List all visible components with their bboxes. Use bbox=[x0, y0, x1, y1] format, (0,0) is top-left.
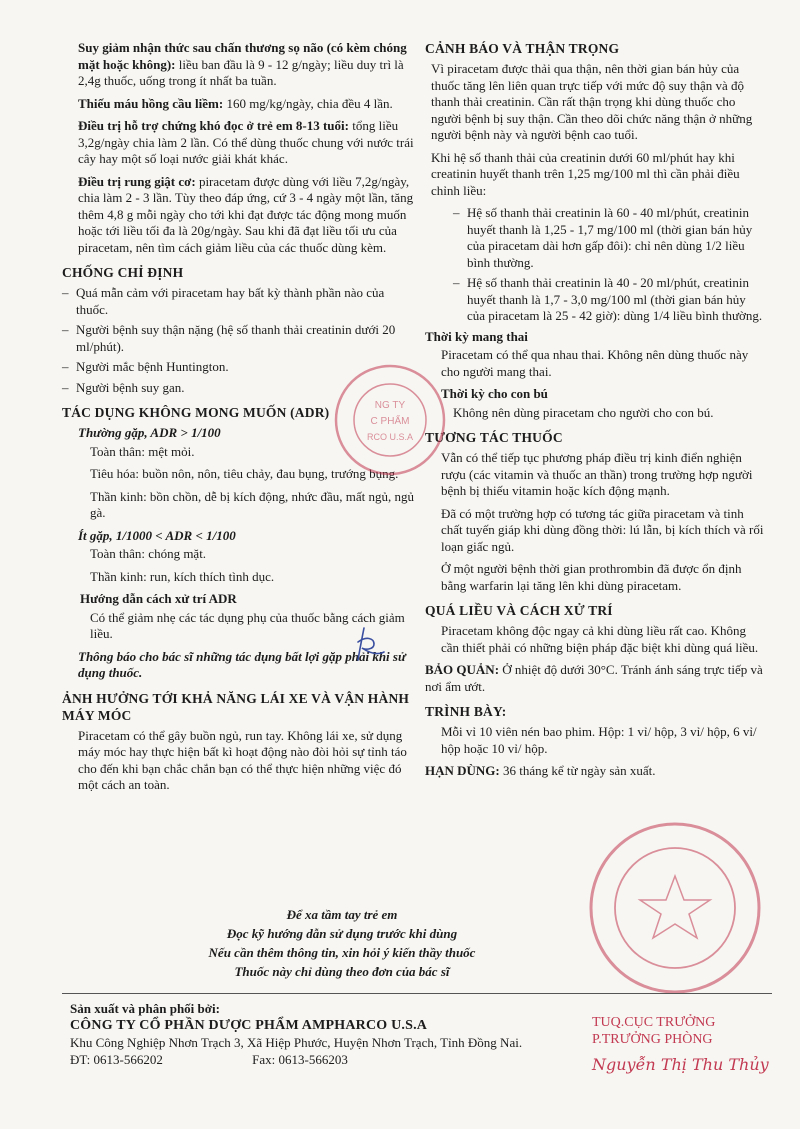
adr-common-item: Thần kinh: bồn chồn, dễ bị kích động, nhức đầu, mất ngủ, ngủ gà. bbox=[90, 488, 415, 520]
left-column bbox=[62, 40, 418, 800]
adr-rare-item: Thần kinh: run, kích thích tình dục. bbox=[90, 568, 275, 584]
phone-number: ĐT: 0613-566202 bbox=[70, 1052, 163, 1067]
dosage-tbi: Suy giảm nhận thức sau chấn thương sọ não (có kèm chóng mặt hoặc không): liều ban đầu là 9 - 12 g/ngày; liều duy trì là 2,4g thuốc, uống trong ít nhất ba tuần. bbox=[78, 40, 407, 88]
interactions-text: Vẫn có thể tiếp tục phương pháp điều trị kinh điển nghiện rượu (các vitamin và thuốc an thần) trong trường hợp người bệnh bị thiếu vitamin hoặc kích động mạnh. bbox=[441, 450, 753, 498]
svg-text:RCO U.S.A: RCO U.S.A bbox=[366, 432, 414, 442]
approval-title: TUQ.CỤC TRƯỞNG bbox=[592, 1015, 716, 1030]
pregnancy-text: Piracetam có thể qua nhau thai. Không nên dùng thuốc này cho người mang thai. bbox=[441, 347, 749, 379]
lactation-text: Không nên dùng piracetam cho người cho con bú. bbox=[453, 404, 714, 420]
adr-rare-item: Toàn thân: chóng mặt. bbox=[90, 546, 207, 561]
manufacturer-footer bbox=[70, 1000, 630, 1068]
list-item: – Quá mẫn cảm với piracetam hay bất kỳ thành phần nào của thuốc. bbox=[62, 285, 418, 318]
warning-line: Đọc kỹ hướng dẫn sử dụng trước khi dùng bbox=[226, 926, 458, 941]
right-column bbox=[425, 40, 765, 786]
list-item: – Người bệnh suy thận nặng (hệ số thanh thải creatinin dưới 20 ml/phút). bbox=[62, 322, 418, 355]
dosage-sickle: Thiếu máu hồng cầu liềm: 160 mg/kg/ngày, chia đều 4 lần. bbox=[78, 95, 393, 111]
adr-guide-text: Có thể giảm nhẹ các tác dụng phụ của thuốc bằng cách giảm liều. bbox=[90, 609, 405, 641]
dosage-myoclonus: Điều trị rung giật cơ: piracetam được dùng với liều 7,2g/ngày, chia làm 2 - 3 lần. Tùy theo đáp ứng, cứ 3 - 4 ngày một lần, tăng thêm 4,8 g mỗi ngày cho tới khi đạt được tác động mong muốn hoặc tới liều tối đa là 20g/ngày. Sau khi đã đạt liều tối ưu của piracetam, nên tìm cách giảm liều của các thuốc dùng kèm. bbox=[78, 173, 414, 255]
dosage-dyslexia: Điều trị hỗ trợ chứng khó đọc ở trẻ em 8-13 tuổi: tổng liều 3,2g/ngày chia làm 2 lần. Có thể dùng thuốc chung với nước trái cây hay một số loại nước giải khát khác. bbox=[78, 118, 414, 166]
adr-notice: Thông báo cho bác sĩ những tác dụng bất lợi gặp phải khi sử dụng thuốc. bbox=[78, 648, 406, 680]
overdose-heading: QUÁ LIỀU VÀ CÁCH XỬ TRÍ bbox=[425, 603, 613, 618]
svg-text:NG TY: NG TY bbox=[374, 400, 406, 411]
presentation-heading: TRÌNH BÀY: bbox=[425, 704, 507, 719]
driving-text: Piracetam có thể gây buồn ngủ, run tay. Không lái xe, sử dụng máy móc hay thực hiện bất kì hoạt động nào đòi hỏi sự tỉnh táo cho đến khi bạn chắc chắn bạn có thể thực hiện những việc đó một cách an toàn. bbox=[78, 727, 407, 792]
company-address: Khu Công Nghiệp Nhơn Trạch 3, Xã Hiệp Phước, Huyện Nhơn Trạch, Tỉnh Đồng Nai. bbox=[70, 1035, 523, 1050]
adr-heading: TÁC DỤNG KHÔNG MONG MUỐN (ADR) bbox=[62, 405, 330, 420]
expiry-section bbox=[425, 763, 765, 780]
interactions-text: Ở một người bệnh thời gian prothrombin đã được ổn định bằng warfarin lại tăng lên khi dùng piracetam. bbox=[441, 561, 742, 593]
warning-line: Nếu cần thêm thông tin, xin hỏi ý kiến thầy thuốc bbox=[208, 945, 476, 960]
presentation-text: Mỗi vỉ 10 viên nén bao phim. Hộp: 1 vỉ/ hộp, 3 vỉ/ hộp, 6 vỉ/ hộp hoặc 10 vỉ/ hộp. bbox=[441, 724, 757, 756]
company-name: CÔNG TY CỔ PHẦN DƯỢC PHẨM AMPHARCO U.S.A bbox=[70, 1018, 428, 1033]
pregnancy-heading: Thời kỳ mang thai bbox=[425, 328, 528, 344]
adr-common-item: Tiêu hóa: buồn nôn, nôn, tiêu chảy, đau bụng, trướng bụng. bbox=[90, 466, 399, 481]
list-item: – Hệ số thanh thải creatinin là 40 - 20 ml/phút, creatinin huyết thanh là 1,7 - 3,0 mg/100 ml (thời gian bán hủy của piracetam là 25 - 42 giờ): dùng 1/4 liều bình thường. bbox=[453, 275, 765, 325]
list-item: – Người mắc bệnh Huntington. bbox=[62, 359, 418, 376]
contraindications-heading: CHỐNG CHỈ ĐỊNH bbox=[62, 265, 184, 280]
storage-label: BẢO QUẢN: bbox=[425, 662, 500, 677]
dose-adjust-list bbox=[453, 205, 765, 325]
manufacturer-label: Sản xuất và phân phối bởi: bbox=[70, 1001, 220, 1016]
storage-text: Ở nhiệt độ dưới 30°C. Tránh ánh sáng trực tiếp và nơi ẩm ướt. bbox=[425, 662, 763, 694]
svg-text:C PHẨM: C PHẨM bbox=[370, 416, 410, 427]
expiry-label: HẠN DÙNG: bbox=[425, 763, 500, 778]
expiry-text: 36 tháng kể từ ngày sản xuất. bbox=[503, 763, 656, 778]
handwritten-initial-mark bbox=[352, 622, 392, 666]
list-item: – Hệ số thanh thải creatinin là 60 - 40 ml/phút, creatinin huyết thanh là 1,25 - 1,7 mg/100 ml (thời gian bán hủy của piracetam dài hơn gấp đôi): chỉ nên dùng 1/2 liều bình thường. bbox=[453, 205, 765, 271]
overdose-text: Piracetam không độc ngay cả khi dùng liều rất cao. Không cần thiết phải có những biện pháp đặc biệt khi dùng quá liều. bbox=[441, 623, 759, 655]
fax-number: Fax: 0613-566203 bbox=[252, 1052, 348, 1067]
lactation-heading: Thời kỳ cho con bú bbox=[441, 386, 548, 401]
warnings-text: Vì piracetam được thải qua thận, nên thời gian bán hủy của thuốc tăng lên liên quan trực tiếp với mức độ suy thận và độ thanh thải creatinin. Cần rất thận trọng khi dùng thuốc cho người bệnh bị suy thận. Cần theo dõi chức năng thận ở những người bệnh này và người bệnh cao tuổi. bbox=[431, 61, 753, 142]
warnings-text: Khi hệ số thanh thải của creatinin dưới 60 ml/phút hay khi creatinin huyết thanh trên 1,25 mg/100 ml thì cần phải điều chỉnh liều: bbox=[431, 149, 740, 198]
warning-notices bbox=[62, 905, 622, 981]
approval-title: P.TRƯỞNG PHÒNG bbox=[592, 1032, 713, 1047]
contact-row bbox=[70, 1051, 630, 1068]
warnings-heading: CẢNH BÁO VÀ THẬN TRỌNG bbox=[425, 41, 620, 56]
list-item: – Người bệnh suy gan. bbox=[62, 380, 418, 397]
approval-block bbox=[592, 1014, 792, 1073]
signatory-name: Nguyễn Thị Thu Thủy bbox=[592, 1055, 769, 1074]
contraindications-list bbox=[62, 285, 418, 396]
footer-divider bbox=[62, 993, 772, 994]
adr-common-item: Toàn thân: mệt mỏi. bbox=[90, 443, 195, 459]
adr-rare-heading: Ít gặp, 1/1000 < ADR < 1/100 bbox=[78, 527, 236, 543]
storage-section bbox=[425, 662, 765, 695]
interactions-heading: TƯƠNG TÁC THUỐC bbox=[425, 430, 563, 445]
adr-guide-heading: Hướng dẫn cách xử trí ADR bbox=[80, 591, 237, 606]
warning-line: Để xa tầm tay trẻ em bbox=[286, 907, 398, 922]
interactions-text: Đã có một trường hợp có tương tác giữa piracetam và tinh chất tuyến giáp khi dùng đồng thời: lú lẫn, bị kích thích và rối loạn giấc ngủ. bbox=[441, 505, 764, 554]
driving-heading: ẢNH HƯỞNG TỚI KHẢ NĂNG LÁI XE VÀ VẬN HÀNH MÁY MÓC bbox=[62, 690, 410, 723]
warning-line: Thuốc này chỉ dùng theo đơn của bác sĩ bbox=[234, 964, 450, 979]
adr-common-heading: Thường gặp, ADR > 1/100 bbox=[78, 425, 221, 440]
